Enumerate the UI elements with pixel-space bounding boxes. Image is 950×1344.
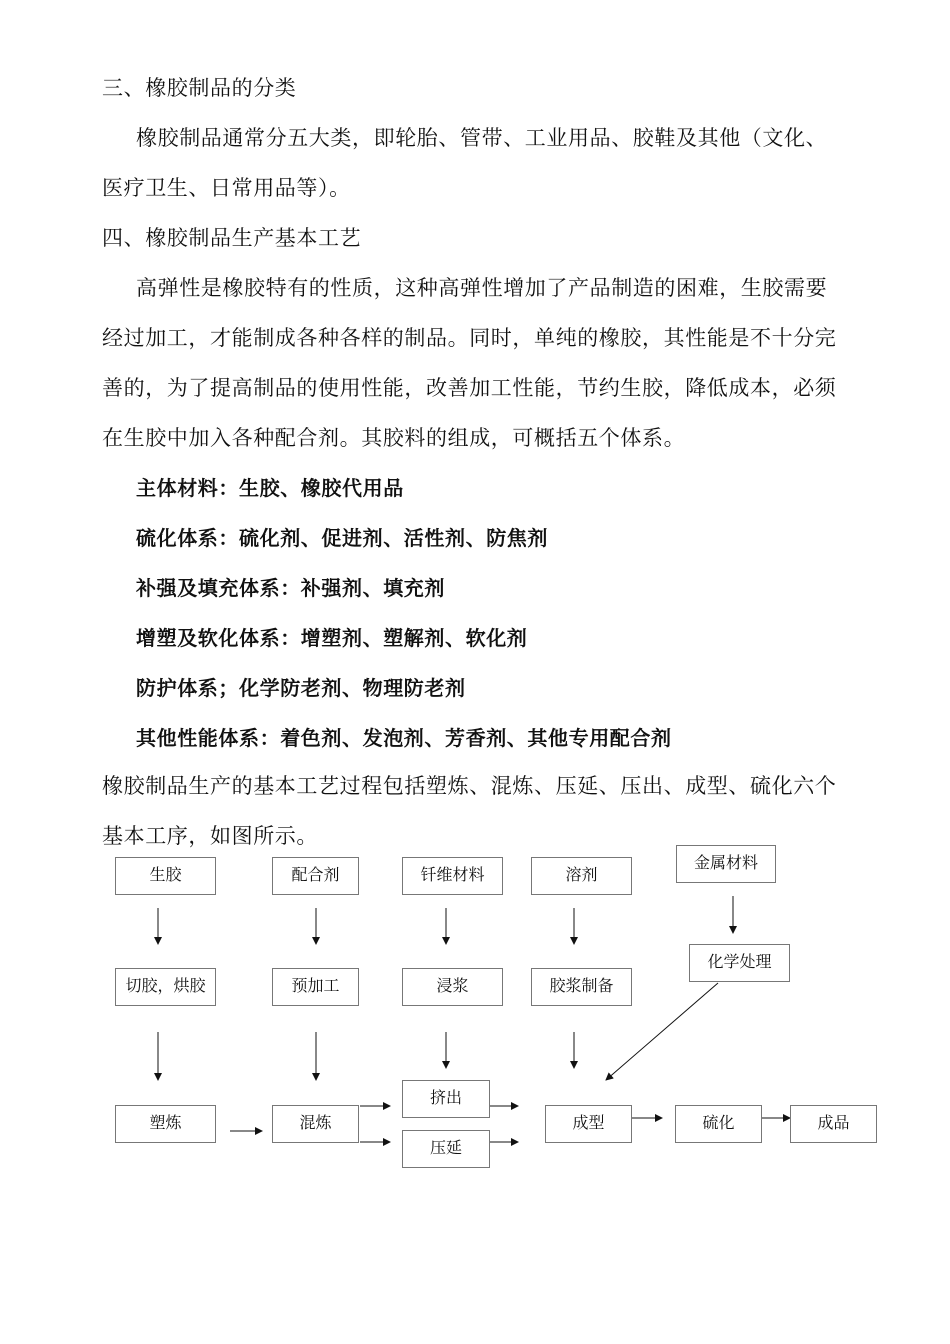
box-compounding-agent: 配合剂: [272, 857, 359, 895]
box-chemical-treatment: 化学处理: [689, 944, 790, 982]
box-forming: 成型: [545, 1105, 632, 1143]
box-raw-rubber: 生胶: [115, 857, 216, 895]
box-calendering: 压延: [402, 1130, 490, 1168]
process-paragraph-line2: 基本工序，如图所示。: [102, 824, 318, 848]
box-dipping: 浸浆: [402, 968, 503, 1006]
box-solvent: 溶剂: [531, 857, 632, 895]
system-protection: 防护体系；化学防老剂、物理防老剂: [136, 676, 466, 700]
box-vulcanization: 硫化: [675, 1105, 762, 1143]
section4-paragraph-line4: 在生胶中加入各种配合剂。其胶料的组成，可概括五个体系。: [102, 426, 686, 450]
section4-heading: 四、橡胶制品生产基本工艺: [102, 226, 362, 250]
box-cement-prep: 胶浆制备: [531, 968, 632, 1006]
box-product: 成品: [790, 1105, 877, 1143]
process-paragraph-line1: 橡胶制品生产的基本工艺过程包括塑炼、混炼、压延、压出、成型、硫化六个: [102, 774, 837, 798]
section3-paragraph-line2: 医疗卫生、日常用品等）。: [102, 176, 351, 200]
box-extrusion: 挤出: [402, 1080, 490, 1118]
section4-paragraph-line1: 高弹性是橡胶特有的性质，这种高弹性增加了产品制造的困难，生胶需要: [136, 276, 828, 300]
system-main-material: 主体材料：生胶、橡胶代用品: [136, 476, 404, 500]
box-fiber-material: 钎维材料: [402, 857, 503, 895]
box-metal-material: 金属材料: [676, 845, 776, 883]
section3-heading: 三、橡胶制品的分类: [102, 76, 297, 100]
section4-paragraph-line3: 善的，为了提高制品的使用性能，改善加工性能，节约生胶，降低成本，必须: [102, 376, 837, 400]
box-cut-dry: 切胶，烘胶: [115, 968, 216, 1006]
system-vulcanization: 硫化体系：硫化剂、促进剂、活性剂、防焦剂: [136, 526, 548, 550]
section4-paragraph-line2: 经过加工，才能制成各种各样的制品。同时，单纯的橡胶，其性能是不十分完: [102, 326, 837, 350]
system-other: 其他性能体系：着色剂、发泡剂、芳香剂、其他专用配合剂: [136, 726, 672, 750]
section3-paragraph-line1: 橡胶制品通常分五大类，即轮胎、管带、工业用品、胶鞋及其他（文化、: [136, 126, 828, 150]
box-mastication: 塑炼: [115, 1105, 216, 1143]
box-mixing: 混炼: [272, 1105, 359, 1143]
system-reinforcing: 补强及填充体系：补强剂、填充剂: [136, 576, 445, 600]
system-plasticizing: 增塑及软化体系：增塑剂、塑解剂、软化剂: [136, 626, 528, 650]
box-preprocess: 预加工: [272, 968, 359, 1006]
